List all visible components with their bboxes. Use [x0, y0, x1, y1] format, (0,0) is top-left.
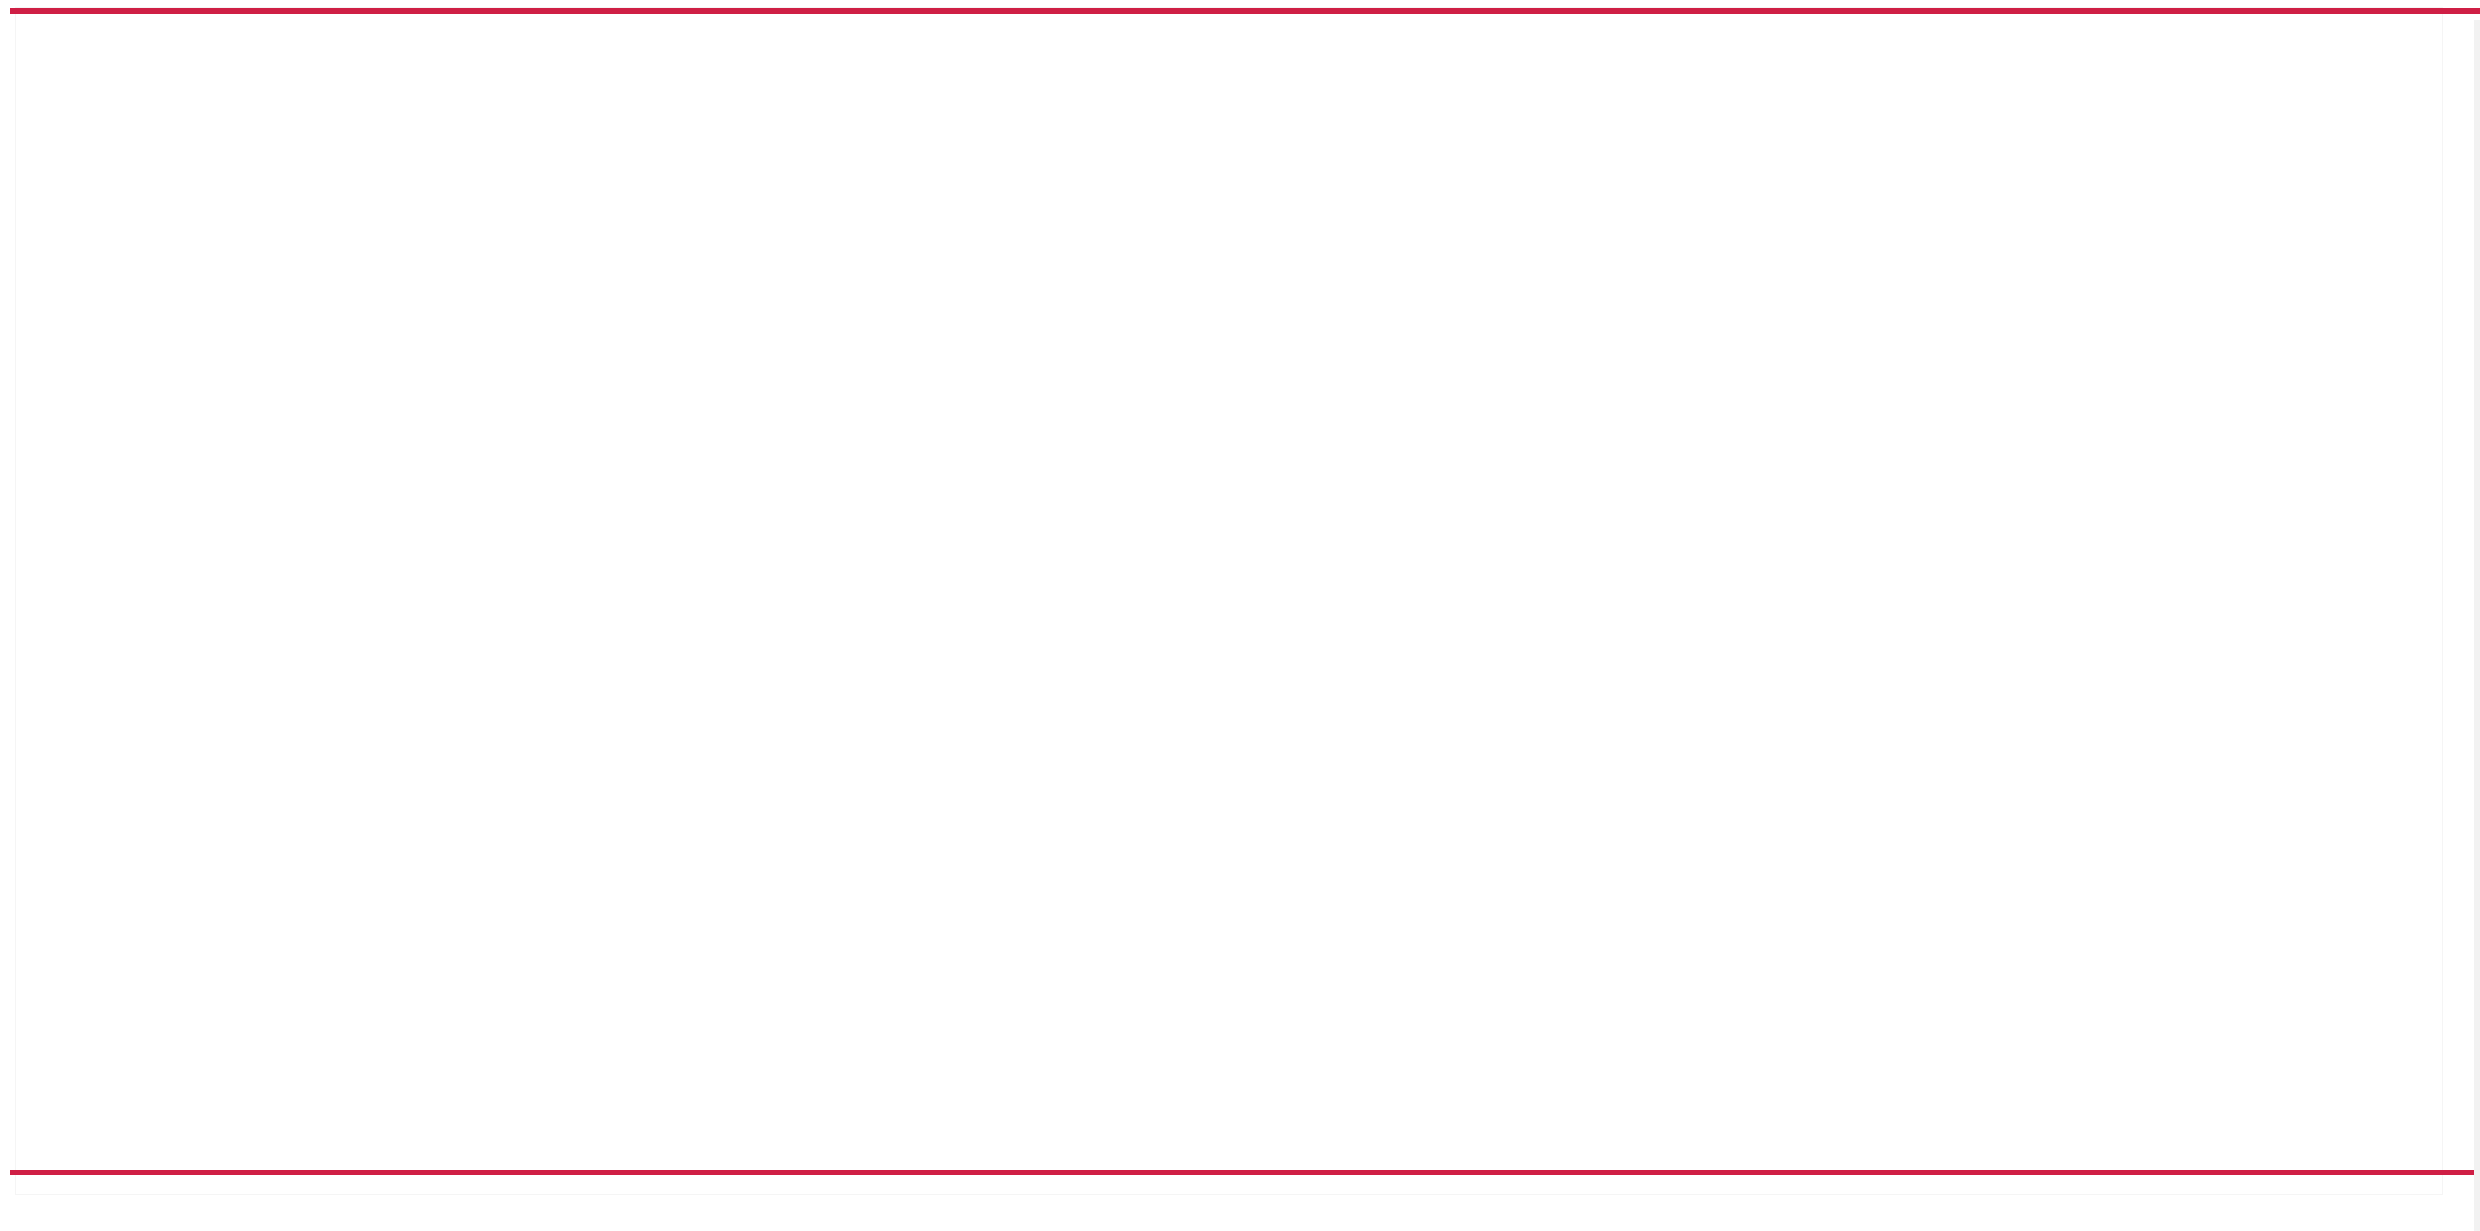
newspaper-clipping	[16, 8, 2442, 1194]
scan-edge	[2474, 20, 2480, 1231]
top-red-rule	[10, 8, 2480, 14]
bottom-red-rule	[10, 1170, 2480, 1175]
